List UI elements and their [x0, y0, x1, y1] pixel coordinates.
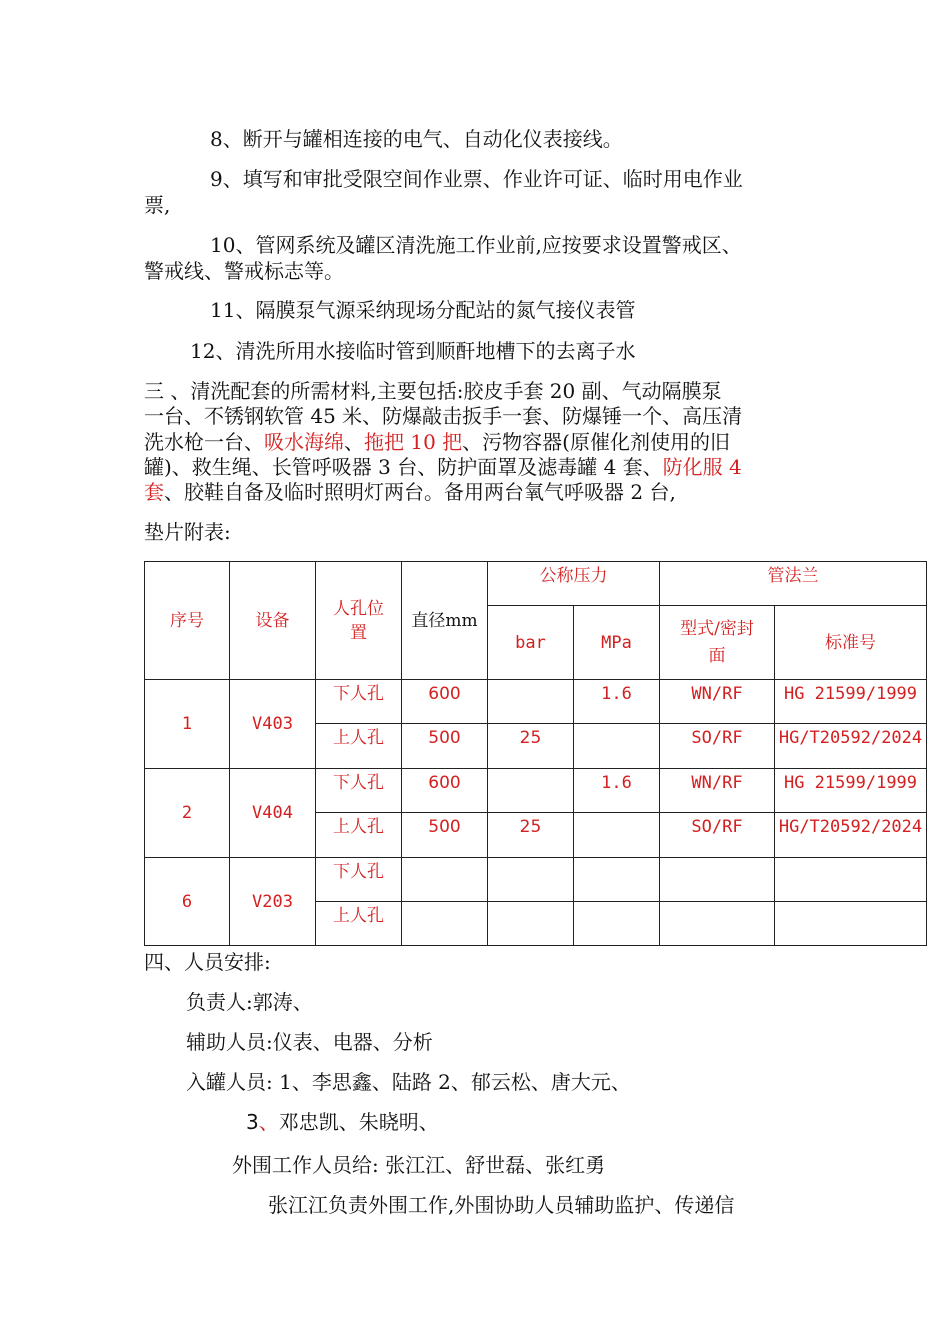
cell-diameter: 600	[402, 680, 488, 724]
header-type-seal: 型式/密封面	[660, 606, 775, 680]
cell-manhole: 上人孔	[316, 902, 402, 946]
cell-mpa	[574, 858, 660, 902]
cell-type: SO/RF	[660, 724, 775, 769]
materials-line-3	[144, 430, 730, 454]
table-title: 垫片附表:	[144, 520, 231, 544]
personnel-outer-description: 张江江负责外围工作,外围协助人员辅助监护、传递信	[268, 1193, 735, 1217]
cell-mpa	[574, 724, 660, 769]
step-10-line1: 10、管网系统及罐区清洗施工作业前,应按要求设置警戒区、	[210, 233, 742, 257]
materials-highlight-suit: 防化服 4	[662, 455, 742, 479]
personnel-heading: 四、人员安排:	[144, 950, 271, 974]
cell-standard: HG 21599/1999	[775, 769, 927, 813]
cell-bar	[488, 680, 574, 724]
group-equipment: V203	[230, 858, 316, 946]
personnel-leader: 负责人:郭涛、	[186, 990, 313, 1014]
header-mpa: MPa	[574, 606, 660, 680]
materials-text: 、胶鞋自备及临时照明灯两台。备用两台氧气呼吸器 2 台,	[164, 480, 676, 504]
cell-manhole: 下人孔	[316, 680, 402, 724]
personnel-entrants-line1: 入罐人员: 1、李思鑫、陆路 2、郁云松、唐大元、	[186, 1070, 631, 1094]
group-equipment: V403	[230, 680, 316, 769]
header-standard: 标准号	[775, 606, 927, 680]
cell-bar	[488, 769, 574, 813]
cell-type	[660, 902, 775, 946]
cell-standard: HG/T20592/2024	[775, 813, 927, 858]
header-equipment: 设备	[230, 562, 316, 680]
materials-line-1: 三 、清洗配套的所需材料,主要包括:胶皮手套 20 副、气动隔膜泵	[144, 379, 722, 403]
step-9-line1: 9、填写和审批受限空间作业票、作业许可证、临时用电作业	[210, 167, 743, 191]
cell-bar: 25	[488, 724, 574, 769]
group-equipment: V404	[230, 769, 316, 858]
cell-standard	[775, 902, 927, 946]
cell-manhole: 上人孔	[316, 813, 402, 858]
group-seq: 6	[145, 858, 230, 946]
cell-bar	[488, 902, 574, 946]
cell-mpa	[574, 813, 660, 858]
materials-highlight-suit-unit: 套	[144, 480, 164, 504]
cell-mpa: 1.6	[574, 769, 660, 813]
header-diameter: 直径mm	[402, 562, 488, 680]
cell-diameter: 500	[402, 724, 488, 769]
cell-manhole: 下人孔	[316, 858, 402, 902]
materials-line-4	[144, 455, 742, 479]
cell-diameter: 500	[402, 813, 488, 858]
materials-highlight-sponge: 吸水海绵	[264, 430, 344, 454]
cell-type: WN/RF	[660, 769, 775, 813]
materials-text: 洗水枪一台、	[144, 430, 264, 454]
step-12: 12、清洗所用水接临时管到顺酐地槽下的去离子水	[190, 339, 636, 363]
cell-standard: HG/T20592/2024	[775, 724, 927, 769]
cell-type: WN/RF	[660, 680, 775, 724]
header-seq: 序号	[145, 562, 230, 680]
entrant-separator: 、	[258, 1110, 279, 1134]
header-manhole-position: 人孔位置	[316, 562, 402, 680]
materials-text: 罐)、救生绳、长管呼吸器 3 台、防护面罩及滤毒罐 4 套、	[144, 455, 663, 479]
personnel-entrants-line2	[246, 1110, 439, 1134]
materials-line-2: 一台、不锈钢软管 45 米、防爆敲击扳手一套、防爆锤一个、高压清	[144, 404, 743, 428]
cell-mpa: 1.6	[574, 680, 660, 724]
cell-diameter	[402, 902, 488, 946]
step-11: 11、隔膜泵气源采纳现场分配站的氮气接仪表管	[210, 298, 636, 322]
group-seq: 1	[145, 680, 230, 769]
header-pipe-flange: 管法兰	[660, 562, 927, 606]
step-8: 8、断开与罐相连接的电气、自动化仪表接线。	[210, 127, 623, 151]
materials-text: 、污物容器(原催化剂使用的旧	[462, 430, 730, 454]
cell-type: SO/RF	[660, 813, 775, 858]
cell-diameter	[402, 858, 488, 902]
cell-bar	[488, 858, 574, 902]
cell-manhole: 下人孔	[316, 769, 402, 813]
personnel-assistants: 辅助人员:仪表、电器、分析	[186, 1030, 433, 1054]
group-seq: 2	[145, 769, 230, 858]
cell-standard	[775, 858, 927, 902]
header-nominal-pressure: 公称压力	[488, 562, 660, 606]
cell-manhole: 上人孔	[316, 724, 402, 769]
cell-mpa	[574, 902, 660, 946]
cell-diameter: 600	[402, 769, 488, 813]
cell-bar: 25	[488, 813, 574, 858]
gasket-table	[144, 561, 927, 946]
entrant-names: 邓忠凯、朱晓明、	[278, 1110, 439, 1134]
materials-line-5	[144, 480, 676, 504]
cell-type	[660, 858, 775, 902]
personnel-outer: 外围工作人员给: 张江江、舒世磊、张红勇	[232, 1153, 606, 1177]
entrant-group-number: 3	[246, 1110, 259, 1134]
step-10-line2: 警戒线、警戒标志等。	[144, 259, 344, 283]
step-9-line2: 票,	[144, 193, 171, 217]
materials-highlight-mop: 拖把 10 把	[364, 430, 463, 454]
header-bar: bar	[488, 606, 574, 680]
materials-text: 、	[344, 430, 364, 454]
cell-standard: HG 21599/1999	[775, 680, 927, 724]
